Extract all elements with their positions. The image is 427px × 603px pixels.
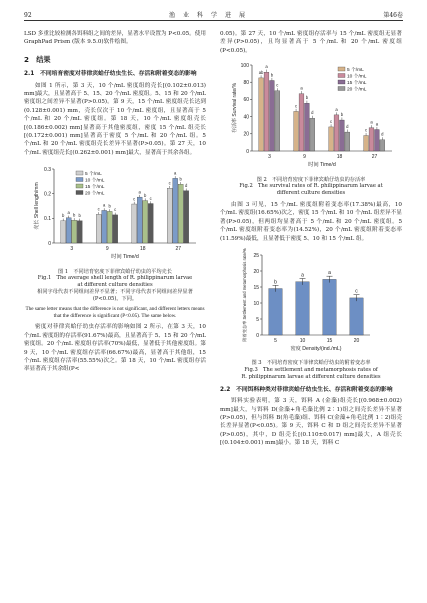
significance-letter: c [276,82,279,88]
significance-letter: a [375,121,379,127]
legend-swatch [338,74,345,78]
bar [275,91,280,151]
legend-swatch [76,184,83,188]
significance-letter: b [62,213,65,219]
significance-letter: c [330,119,333,125]
y-tick-label: 25 [253,252,259,259]
page-number: 92 [24,12,32,19]
paragraph-feed: 饵料实验表明，第 3 天，饵料 A (金藻)组壳长[(0.968±0.002) mm]最大，与饵料 D(金藻+角毛藻比例 2∶1)组之间壳长差异不显著(P>0.05)，但与饵料 B(角毛藻)组、饵料 C(金藻+角毛比例 1∶2)组壳长差异显著(P<0.05)。第 9 天，饵料 C 和 D 组之间壳长差异不显著(P>0.05)，其中，D 组壳长[(0.110±0.017) mm]最大，A 组壳长[(0.104±0.001) mm]最小。第 18 天，饵料 C [220,398,402,447]
x-tick-label: 5 [274,338,277,345]
shell-length-chart [24,161,206,263]
figure-2 [220,59,402,174]
bar [299,94,304,151]
y-tick-label: 5 [256,316,259,323]
significance-letter: b [78,213,81,219]
significance-letter: a [174,170,177,176]
legend-label: 10 个/mL [347,74,367,80]
legend-label: 15 个/mL [85,185,105,191]
right-column [220,30,402,450]
figure-note-en: The same letter means that the difference is not significant, and different letters means that the difference is significant (P<0.05). The same below. [25,306,205,319]
paragraph-settlement: 由图 3 可见，15 个/mL 密度组附着变态率(17.38%)最高，10 个/mL 密度组(16.65%)次之，密度 15 个/mL 和 10 个/mL 组差异不显著(P>0.05)，但两组均显著高于 5 个/mL 和 20 个/mL 密度组。5 个/mL 密度组附着变态率为(14.52%)，20 个/mL 密度组附着变态率(11.59%)最低，且显著低于密度 5、10 和 15 个/mL 组。 [220,202,402,242]
figure-1-caption-en [24,275,206,289]
legend-swatch [338,67,345,71]
y-axis-label: 附着变态率 Settlement and metamorphosis rate/% [242,248,247,342]
x-tick-label: 9 [303,154,306,161]
bar [323,279,337,335]
y-axis-label: 壳长 Shell length/mm [34,182,40,230]
legend-label: 10 个/mL [85,178,105,184]
bar [259,78,264,151]
bar [137,197,142,243]
significance-letter: a [138,189,141,195]
x-axis-label: 时间 Time/d [308,162,336,169]
significance-letter: d [311,110,314,116]
significance-letter: a [265,64,268,70]
x-tick-label: 10 [299,338,306,345]
bar [310,119,315,152]
x-tick-label: 27 [175,246,182,253]
significance-letter: a [335,107,338,113]
bar [369,128,374,151]
bar [61,221,66,243]
bar [380,140,385,151]
left-column [24,30,206,376]
y-tick-label: 20 [253,268,259,275]
legend-swatch [338,80,345,84]
significance-letter: a [328,270,331,277]
significance-letter: a [370,119,373,125]
bar [375,130,380,152]
bar [77,221,82,243]
x-tick-label: 3 [268,154,271,161]
significance-letter: c [355,288,358,295]
significance-letter: d [185,183,188,189]
bar [305,103,310,151]
figure-3-caption-cn: 图 3 不同培育密度下菲律宾蛤仔幼虫的附着变态率 [251,360,371,367]
x-tick-label: 20 [353,338,360,345]
significance-letter: d [346,124,349,130]
bar [72,221,77,244]
legend-label: 5 个/mL [347,68,364,74]
y-axis-label: 存活率 Survival rate/% [232,83,238,134]
significance-letter: a [300,85,303,91]
x-tick-label: 27 [371,154,378,161]
bar [148,204,153,243]
volume-label: 第46卷 [383,12,403,19]
significance-letter: c [97,206,100,212]
paragraph-shell-length: 如图 1 所示，第 3 天，10 个/mL 密度组的壳长[(0.102±0.013) mm]最大，且显著高于 5、15、20 个/mL 密度组。5、15 和 20 个/mL 密度组之间差异不显著(P>0.05)。第 9 天，15 个/mL 密度组壳长达到(0.128±0.001) mm，壳长仅次于 10 个/mL 密度组，且显著高于 5 个/mL 和 20 个/mL 密度组。第 18 天，10 个/mL 密度组壳长[(0.186±0.002) mm]显著高于其他密度组，密度 15 个/mL 组壳长[(0.172±0.001) mm]显著高于密度 5 个/mL 和 20 个/mL 组。5 个/mL 和 20 个/mL 密度组壳长差异不显著(P>0.05)。第 27 天，10 个/mL 密度组壳长[(0.262±0.001) mm]最大，显著高于其余各组。 [24,82,206,156]
figure-2-caption-en [220,183,402,197]
significance-letter: a [301,272,304,279]
bar [340,120,345,151]
significance-letter: b [108,203,111,209]
settlement-rate-chart [220,247,402,355]
figure-note-cn: 相同字母代表不同组间差异不显著；不同字母代表不同组间差异显著(P<0.05)。下同。 [37,289,193,302]
y-tick-label: 0 [256,332,259,339]
y-tick-label: 40 [243,114,249,121]
bar [329,127,334,151]
header-rule [24,20,403,21]
bar [66,218,71,243]
legend-label: 20 个/mL [85,191,105,197]
bar [102,211,107,244]
x-axis-label: 密度 Density/(ind./mL) [290,346,342,353]
x-tick-label: 3 [70,246,74,253]
running-header [24,7,403,19]
significance-letter: c [114,207,117,213]
significance-letter: d [381,131,384,137]
bar [113,215,118,243]
legend-swatch [76,191,83,195]
y-tick-label: 0.3 [44,167,51,174]
paragraph-survival: 密度对菲律宾蛤仔幼虫存活率的影响如图 2 所示，在第 3 天，10 个/mL 密度组的存活率(91.67%)最高，且显著高于 5、15 和 20 个/mL 密度组。20 个/mL 密度组存活率(70%)最低，显著低于其他密度组。第 9 天，10 个/mL 密度组存活率(66.67%)最高，显著高于其他组，15 个/mL 密度组存活率(55.55%)次之。第 18 天，10 个/mL 密度组存活率显著高于其余组(P< [24,324,206,373]
significance-letter: c [168,180,171,186]
significance-letter: b [144,193,147,199]
bar [270,81,275,152]
bar [269,289,283,335]
intro-paragraph: LSD 多重比较检测各饵料组之间的差异，显著水平设置为 P<0.05。使用 GraphPad Prism (版本 9.5.0)软件绘图。 [24,31,206,46]
legend-swatch [338,87,345,91]
x-tick-label: 18 [336,154,343,161]
figure-2-caption-cn: 图 2 不同培育密度下菲律宾蛤仔幼虫的存活率 [256,176,366,183]
subsection-heading-2-2: 2.2 不同饵料种类对菲律宾蛤仔幼虫生长、存活和附着变态的影响 [220,386,393,393]
significance-letter: a [67,210,70,216]
significance-letter: ab [258,70,264,76]
figure-2-caption-en-line2: different culture densities [276,190,346,197]
subsection-heading-2-1: 2.1 不同培育密度对菲律宾蛤仔幼虫生长、存活和附着变态的影响 [24,71,197,78]
legend-label: 5 个/mL [85,172,102,178]
bar [107,212,112,244]
y-tick-label: 100 [240,63,249,70]
bar [96,215,101,244]
y-tick-label: 0.2 [44,191,51,198]
paragraph-survival-cont: 0.05)。第 27 天，10 个/mL 密度组存活率与 15 个/mL 密度组无显著差异(P>0.05)，且均显著高于 5 个/mL 和 20 个/mL 密度组(P<0.05)。 [220,31,402,54]
legend-label: 20 个/mL [347,87,367,93]
y-tick-label: 60 [243,97,249,104]
figure-1-caption-cn: 图 1 不同培育密度下菲律宾蛤仔幼虫的平均壳长 [58,268,172,275]
significance-letter: c [149,196,152,202]
bar [294,112,299,152]
x-tick-label: 18 [139,246,146,253]
significance-letter: b [73,212,76,218]
section-heading-results: 2 结果 [24,54,51,64]
bar [264,72,269,151]
bar [364,136,369,151]
significance-letter: b [305,95,309,101]
significance-letter: c [133,196,136,202]
survival-rate-chart [220,59,402,171]
significance-letter: a [103,203,106,209]
bar [184,191,189,243]
significance-letter: b [274,279,277,286]
figure-1-caption-en-line2: at different culture densities [77,282,153,289]
figure-1-caption-en-line1: Fig.1 The average shell length of R. philippinarum larvae [37,275,193,282]
y-tick-label: 80 [243,80,249,87]
figure-3 [220,247,402,358]
bar [178,185,183,244]
significance-letter: c [365,127,368,133]
legend-label: 15 个/mL [347,81,367,87]
figure-1 [24,161,206,266]
bar [167,189,172,244]
x-tick-label: 9 [105,246,109,253]
figure-3-caption-en [220,367,402,381]
y-tick-label: 0 [246,149,249,156]
x-axis-label: 时间 Time/d [111,254,139,261]
bar [296,282,310,335]
y-tick-label: 0.1 [44,216,51,223]
legend-swatch [76,178,83,182]
y-tick-label: 15 [253,284,259,291]
bar [350,298,364,335]
bar [132,204,137,243]
bar [334,115,339,151]
y-tick-label: 0 [48,241,51,248]
x-tick-label: 15 [326,338,333,345]
figure-3-caption-en-line1: Fig.3 The settlement and metamorphosis rates of [244,367,378,374]
journal-name: 渔 业 科 学 进 展 [168,12,246,19]
legend-swatch [76,171,83,175]
bar [345,132,350,151]
bar [143,201,148,243]
y-tick-label: 20 [243,131,249,138]
significance-letter: b [179,176,182,182]
significance-letter: b [270,72,274,78]
significance-letter: b [340,112,344,118]
significance-letter: c [295,103,298,109]
bar [173,179,178,244]
figure-2-caption-en-line1: Fig.2 The survival rates of R. philippinarum larvae at [239,183,383,190]
figure-3-caption-en-line2: R. philippinarum larvae at different culture densities [241,374,381,381]
y-tick-label: 10 [253,300,259,307]
